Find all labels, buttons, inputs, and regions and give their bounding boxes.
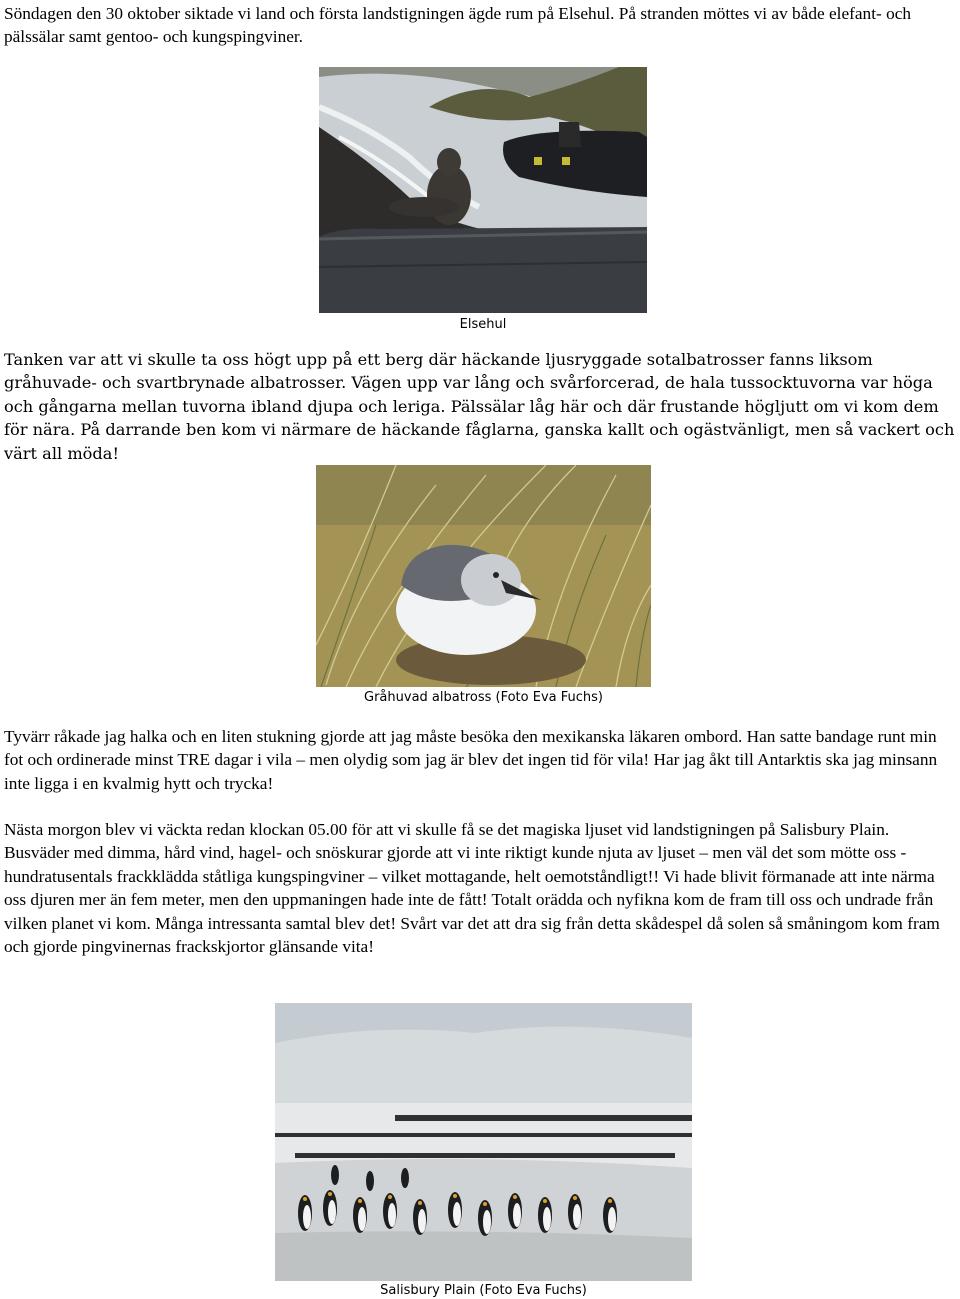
paragraph-intro: Söndagen den 30 oktober siktade vi land och första landstigningen ägde rum på Elsehul. På stranden möttes vi av både elefant- och pälssälar samt gentoo- och kungspingviner. <box>4 4 912 47</box>
paragraph-albatross-hike: Tanken var att vi skulle ta oss högt upp på ett berg där häckande ljusryggade sotalbatrosser fanns liksom gråhuvade- och svartbrynade albatrosser. Vägen upp var lång och svårforcerad, de hala tussocktuvorna var höga och gångarna mellan tuvorna ibland djupa och leriga. Pälssälar låg här och där frustande högljutt om vi kom dem för nära. På darrande ben kom vi närmare de häckande fåglarna, ganska kallt och ogästvänligt, men så vackert och värt all möda! <box>4 350 955 463</box>
albatross-on-nest-image <box>316 465 651 687</box>
caption-salisbury-plain: Salisbury Plain (Foto Eva Fuchs) <box>380 1283 587 1298</box>
king-penguin-colony-image <box>275 1003 692 1281</box>
paragraph-salisbury: Nästa morgon blev vi väckta redan klockan 05.00 för att vi skulle få se det magiska ljuset vid landstigningen på Salisbury Plain. Busväder med dimma, hård vind, hagel- och snöskurar gjorde att vi inte riktigt kunde njuta av ljuset – men väl det som mötte oss - hundratusentals frackklädda ståtliga kungspingviner – vilket mottagande, helt oemotståndligt!! Vi hade blivit förmanade att inte närma oss djuren mer än fem meter, men den uppmaningen hade inte de fått! Totalt orädda och nyfikna kom de fram till oss och undrade från vilken planet vi kom. Många intressanta samtal blev det! Svårt var det att dra sig från detta skådespel då solen så småningom kom fram och gjorde pingvinernas frackskjortor glänsande vita! <box>4 820 940 957</box>
photo-elsehul <box>319 67 647 313</box>
caption-elsehul: Elsehul <box>459 317 507 332</box>
seal-and-zodiac-image <box>319 67 647 313</box>
photo-albatross <box>316 465 651 687</box>
photo-salisbury-plain <box>275 1003 692 1281</box>
caption-albatross: Gråhuvad albatross (Foto Eva Fuchs) <box>364 690 603 705</box>
paragraph-injury: Tyvärr råkade jag halka och en liten stukning gjorde att jag måste besöka den mexikanska läkaren ombord. Han satte bandage runt min fot och ordinerade minst TRE dagar i vila – men olydig som jag är blev det ingen tid för vila! Har jag åkt till Antarktis ska jag minsann inte ligga i en kvalmig hytt och trycka! <box>4 727 938 793</box>
